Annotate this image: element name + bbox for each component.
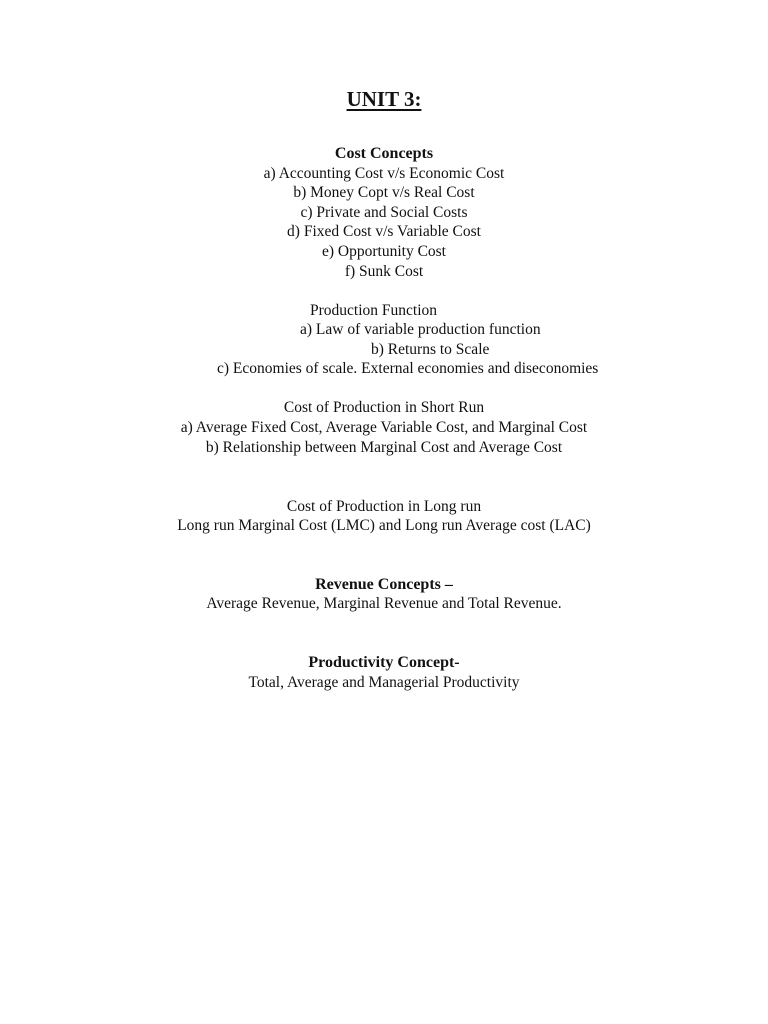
short-run-item: a) Average Fixed Cost, Average Variable Cost, and Marginal Cost: [180, 419, 588, 436]
cost-concepts-item: d) Fixed Cost v/s Variable Cost: [287, 223, 481, 240]
productivity-text: Total, Average and Managerial Productivity: [248, 674, 520, 691]
cost-concepts-heading: Cost Concepts: [334, 145, 434, 162]
cost-concepts-item: c) Private and Social Costs: [300, 204, 468, 221]
production-function-item: a) Law of variable production function: [300, 321, 541, 338]
long-run-heading: Cost of Production in Long run: [286, 498, 482, 515]
revenue-text: Average Revenue, Marginal Revenue and Total Revenue.: [206, 595, 562, 612]
long-run-text: Long run Marginal Cost (LMC) and Long run Average cost (LAC): [177, 517, 591, 534]
cost-concepts-item: e) Opportunity Cost: [322, 243, 446, 260]
cost-concepts-item: f) Sunk Cost: [344, 263, 424, 280]
production-function-item: c) Economies of scale. External economies and diseconomies: [217, 360, 599, 377]
cost-concepts-item: a) Accounting Cost v/s Economic Cost: [263, 165, 505, 182]
short-run-item: b) Relationship between Marginal Cost and Average Cost: [205, 439, 563, 456]
production-function-item: b) Returns to Scale: [371, 341, 490, 358]
cost-concepts-item: b) Money Copt v/s Real Cost: [293, 184, 475, 201]
productivity-heading: Productivity Concept-: [308, 654, 460, 671]
unit-title: UNIT 3:: [346, 87, 422, 111]
revenue-heading: Revenue Concepts –: [315, 576, 453, 593]
short-run-heading: Cost of Production in Short Run: [283, 399, 485, 416]
production-function-heading: Production Function: [310, 302, 438, 319]
